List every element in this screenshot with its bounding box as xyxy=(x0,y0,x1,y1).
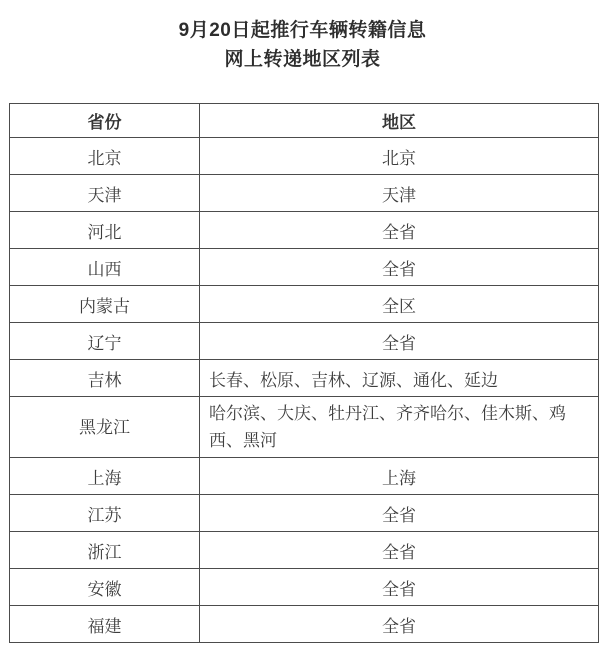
region-cell: 上海 xyxy=(200,458,599,495)
province-cell: 山西 xyxy=(10,249,200,286)
page-title xyxy=(0,0,605,74)
table-row xyxy=(10,397,599,458)
region-cell: 全省 xyxy=(200,569,599,606)
region-cell: 全省 xyxy=(200,212,599,249)
region-cell: 全省 xyxy=(200,606,599,643)
table-row xyxy=(10,249,599,286)
region-cell: 哈尔滨、大庆、牡丹江、齐齐哈尔、佳木斯、鸡西、黑河 xyxy=(200,397,599,458)
province-cell: 黑龙江 xyxy=(10,397,200,458)
province-cell: 天津 xyxy=(10,175,200,212)
province-cell: 浙江 xyxy=(10,532,200,569)
table-row xyxy=(10,286,599,323)
region-cell: 长春、松原、吉林、辽源、通化、延边 xyxy=(200,360,599,397)
table-row xyxy=(10,495,599,532)
province-cell: 北京 xyxy=(10,138,200,175)
province-cell: 吉林 xyxy=(10,360,200,397)
province-cell: 辽宁 xyxy=(10,323,200,360)
region-cell: 天津 xyxy=(200,175,599,212)
table-row xyxy=(10,569,599,606)
region-cell: 全省 xyxy=(200,323,599,360)
province-cell: 上海 xyxy=(10,458,200,495)
region-cell: 全区 xyxy=(200,286,599,323)
region-cell: 全省 xyxy=(200,249,599,286)
table-row xyxy=(10,138,599,175)
table-row xyxy=(10,606,599,643)
table-row xyxy=(10,175,599,212)
region-cell: 全省 xyxy=(200,532,599,569)
province-cell: 福建 xyxy=(10,606,200,643)
column-header-region: 地区 xyxy=(200,104,599,138)
region-table xyxy=(9,103,599,643)
province-cell: 内蒙古 xyxy=(10,286,200,323)
province-cell: 安徽 xyxy=(10,569,200,606)
table-row xyxy=(10,532,599,569)
region-cell: 北京 xyxy=(200,138,599,175)
table-row xyxy=(10,212,599,249)
title-line-1: 9月20日起推行车辆转籍信息 xyxy=(178,20,427,41)
table-row xyxy=(10,323,599,360)
column-header-province: 省份 xyxy=(10,104,200,138)
table-header-row xyxy=(10,104,599,138)
region-cell: 全省 xyxy=(200,495,599,532)
table-row xyxy=(10,360,599,397)
province-cell: 江苏 xyxy=(10,495,200,532)
province-cell: 河北 xyxy=(10,212,200,249)
table-row xyxy=(10,458,599,495)
title-line-2: 网上转递地区列表 xyxy=(224,49,381,70)
